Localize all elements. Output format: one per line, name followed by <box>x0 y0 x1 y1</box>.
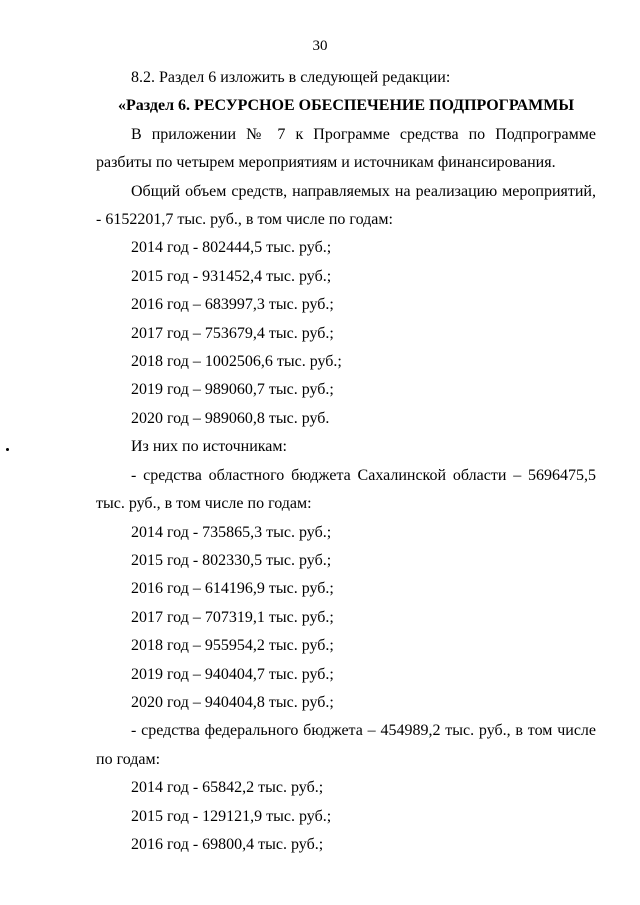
federal-budget-paragraph: - средства федерального бюджета – 454989,2 тыс. руб., в том числе по годам: <box>96 722 596 768</box>
list-item: 2017 год – 707319,1 тыс. руб.; <box>131 608 334 626</box>
federal-by-year-list <box>96 774 596 859</box>
list-item: 2016 год – 683997,3 тыс. руб.; <box>131 296 334 314</box>
list-item: 2020 год – 940404,8 тыс. руб.; <box>131 693 334 711</box>
list-item: 2016 год - 69800,4 тыс. руб.; <box>131 835 324 853</box>
list-item: 2018 год – 1002506,6 тыс. руб.; <box>131 353 342 371</box>
list-item: 2020 год – 989060,8 тыс. руб. <box>131 409 330 427</box>
page-number: 30 <box>312 38 328 54</box>
total-by-year-list <box>96 234 596 433</box>
list-item: 2016 год – 614196,9 тыс. руб.; <box>131 580 334 598</box>
intro-line: 8.2. Раздел 6 изложить в следующей редакции: <box>131 69 451 86</box>
paragraph-total: Общий объем средств, направляемых на реализацию мероприятий, - 6152201,7 тыс. руб., в том числе по годам: <box>96 182 596 229</box>
regional-by-year-list <box>96 519 596 718</box>
scan-speck <box>6 448 9 451</box>
list-item: 2017 год – 753679,4 тыс. руб.; <box>131 324 334 342</box>
regional-budget-paragraph: - средства областного бюджета Сахалинской области – 5696475,5 тыс. руб., в том числе по годам: <box>96 466 596 513</box>
list-item: 2015 год - 129121,9 тыс. руб.; <box>131 807 332 825</box>
list-item: 2019 год – 989060,7 тыс. руб.; <box>131 381 334 399</box>
list-item: 2014 год - 65842,2 тыс. руб.; <box>131 779 324 797</box>
list-item: 2015 год - 931452,4 тыс. руб.; <box>131 267 332 285</box>
sources-intro: Из них по источникам: <box>131 438 287 456</box>
paragraph-appendix: В приложении № 7 к Программе средства по Подпрограмме разбиты по четырем мероприятиям и источникам финансирования. <box>96 125 596 172</box>
document-body <box>96 64 596 859</box>
section-heading: «Раздел 6. РЕСУРСНОЕ ОБЕСПЕЧЕНИЕ ПОДПРОГРАММЫ <box>117 97 575 115</box>
list-item: 2015 год - 802330,5 тыс. руб.; <box>131 551 332 569</box>
list-item: 2014 год - 735865,3 тыс. руб.; <box>131 523 332 541</box>
list-item: 2014 год - 802444,5 тыс. руб.; <box>131 239 332 257</box>
list-item: 2019 год – 940404,7 тыс. руб.; <box>131 665 334 683</box>
list-item: 2018 год – 955954,2 тыс. руб.; <box>131 637 334 655</box>
